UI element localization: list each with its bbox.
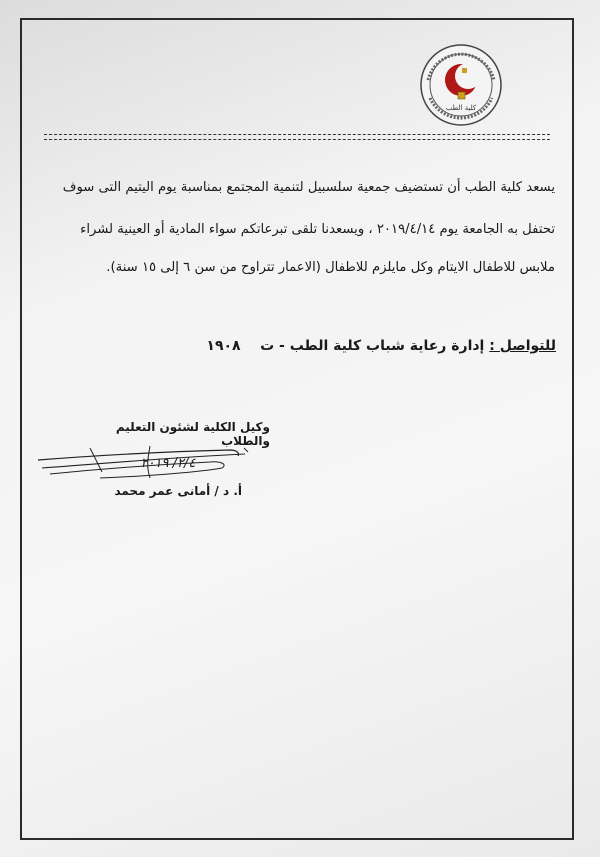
- letter-line-3: ملابس للاطفال الايتام وكل مايلزم للاطفال (الاعمار تتراوح من سن ٦ إلى ١٥ سنة).: [106, 260, 555, 275]
- header-separator: [44, 134, 550, 140]
- contact-text: إدارة رعاية شباب كلية الطب - ت: [260, 338, 485, 354]
- letter-line-2: تحتفل به الجامعة يوم ٢٠١٩/٤/١٤ ، ويسعدنا تلقى تبرعاتكم سواء المادية أو العينية لشراء: [80, 222, 555, 237]
- signatory-name: أ. د / أمانى عمر محمد: [114, 484, 242, 498]
- contact-line: [150, 338, 556, 354]
- signatory-title: وكيل الكلية لشئون التعليم والطلاب: [115, 420, 270, 448]
- crescent-seal-icon: [418, 42, 504, 128]
- logo-caption: كلية الطب: [445, 104, 477, 112]
- letter-line-1: يسعد كلية الطب أن تستضيف جمعية سلسبيل لتنمية المجتمع بمناسبة يوم اليتيم التى سوف: [62, 180, 555, 195]
- contact-phone: ١٩٠٨: [206, 338, 241, 354]
- contact-label: للتواصل :: [489, 338, 556, 354]
- signature-date: ٢/٤/ ٢٠١٩: [140, 456, 196, 471]
